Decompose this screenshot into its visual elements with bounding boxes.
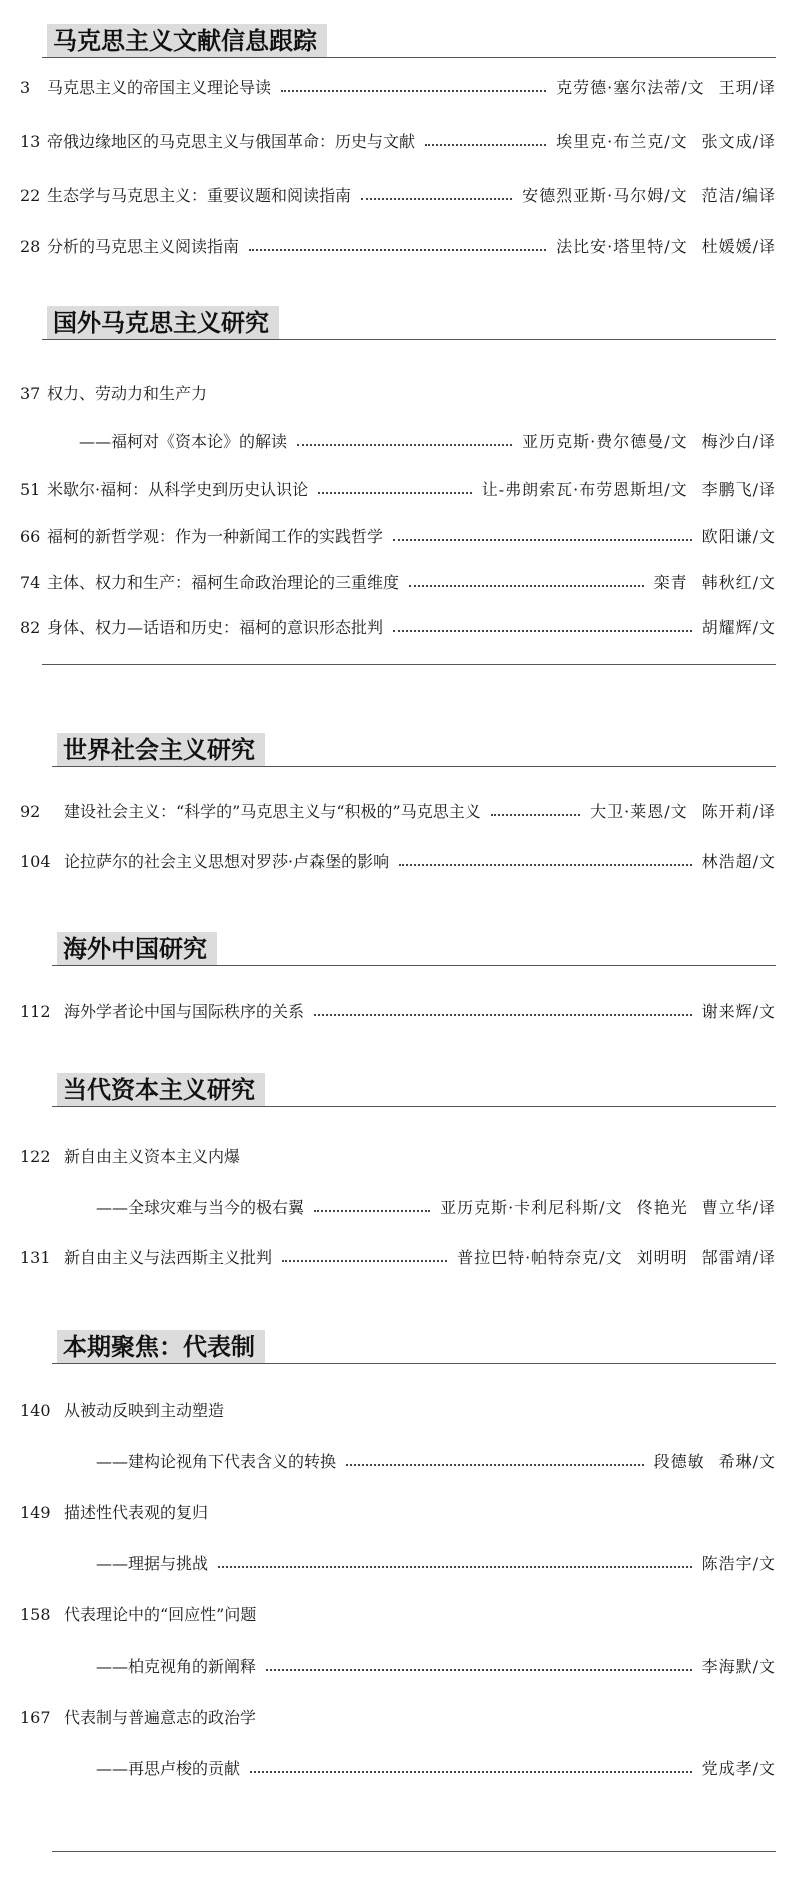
entry-authors bbox=[654, 1447, 776, 1477]
section-3 bbox=[0, 731, 800, 771]
toc-subtitle-entry[interactable] bbox=[0, 1652, 800, 1682]
toc-entry[interactable] bbox=[0, 568, 800, 598]
section-6 bbox=[0, 1328, 800, 1368]
entry-title: ——理据与挑战 bbox=[96, 1554, 209, 1573]
leader-dots bbox=[314, 1210, 430, 1212]
leader-dots bbox=[399, 864, 692, 866]
entry-title: 建设社会主义：“科学的”马克思主义与“积极的”马克思主义 bbox=[64, 802, 481, 821]
page-number: 131 bbox=[20, 1248, 51, 1267]
author-credit: 党成孝/文 bbox=[701, 1759, 776, 1778]
author-credit: 韩秋红/文 bbox=[701, 573, 776, 592]
author-credit: 李海默/文 bbox=[701, 1657, 776, 1676]
entry-title: 分析的马克思主义阅读指南 bbox=[47, 237, 240, 256]
entry-authors bbox=[556, 73, 776, 103]
section-title: 国外马克思主义研究 bbox=[47, 306, 279, 340]
section-2 bbox=[0, 304, 800, 344]
toc-entry[interactable] bbox=[0, 1600, 800, 1630]
entry-authors bbox=[702, 522, 776, 552]
author-credit: 梅沙白/译 bbox=[701, 432, 776, 451]
entry-authors bbox=[522, 181, 776, 211]
toc-entry[interactable] bbox=[0, 997, 800, 1027]
section-rule bbox=[42, 57, 776, 58]
entry-title: 帝俄边缘地区的马克思主义与俄国革命：历史与文献 bbox=[47, 132, 416, 151]
entry-authors bbox=[702, 1549, 776, 1579]
page-number: 149 bbox=[20, 1503, 51, 1522]
author-credit: 克劳德·塞尔法蒂/文 bbox=[556, 78, 705, 97]
author-credit: 陈浩宇/文 bbox=[701, 1554, 776, 1573]
entry-title: 主体、权力和生产：福柯生命政治理论的三重维度 bbox=[47, 573, 400, 592]
page-number: 104 bbox=[20, 852, 51, 871]
page-number: 122 bbox=[20, 1147, 51, 1166]
entry-authors bbox=[440, 1193, 776, 1223]
entry-authors bbox=[556, 127, 776, 157]
page-number: 112 bbox=[20, 1002, 51, 1021]
leader-dots bbox=[314, 1014, 692, 1016]
entry-title: 新自由主义与法西斯主义批判 bbox=[64, 1248, 273, 1267]
section-header bbox=[0, 1071, 800, 1111]
leader-dots bbox=[250, 1771, 692, 1773]
author-credit: 让-弗朗索瓦·布劳恩斯坦/文 bbox=[481, 480, 688, 499]
page-number: 82 bbox=[20, 618, 41, 637]
entry-authors bbox=[556, 232, 776, 262]
leader-dots bbox=[297, 444, 512, 446]
entry-authors bbox=[702, 997, 776, 1027]
author-credit: 林浩超/文 bbox=[701, 852, 776, 871]
toc-entry[interactable] bbox=[0, 613, 800, 643]
leader-dots bbox=[249, 249, 546, 251]
entry-authors bbox=[590, 797, 776, 827]
toc-entry[interactable] bbox=[0, 1396, 800, 1426]
toc-entry[interactable] bbox=[0, 847, 800, 877]
entry-title: 论拉萨尔的社会主义思想对罗莎·卢森堡的影响 bbox=[64, 852, 390, 871]
author-credit: 杜媛媛/译 bbox=[701, 237, 776, 256]
divider-rule bbox=[52, 1851, 776, 1852]
entry-authors bbox=[457, 1243, 776, 1273]
entry-title: ——全球灾难与当今的极右翼 bbox=[96, 1198, 305, 1217]
leader-dots bbox=[409, 585, 644, 587]
page-number: 3 bbox=[20, 78, 31, 97]
entry-authors bbox=[702, 1652, 776, 1682]
toc-entry[interactable] bbox=[0, 73, 800, 103]
toc-entry[interactable] bbox=[0, 1703, 800, 1733]
author-credit: 大卫·莱恩/文 bbox=[590, 802, 688, 821]
page-number: 13 bbox=[20, 132, 41, 151]
author-credit: 曹立华/译 bbox=[701, 1198, 776, 1217]
section-header bbox=[0, 22, 800, 62]
toc-entry[interactable] bbox=[0, 127, 800, 157]
author-credit: 亚历克斯·卡利尼科斯/文 bbox=[440, 1198, 623, 1217]
page-number: 28 bbox=[20, 237, 41, 256]
leader-dots bbox=[282, 1260, 447, 1262]
entry-title: 新自由主义资本主义内爆 bbox=[64, 1147, 241, 1166]
section-title: 世界社会主义研究 bbox=[57, 733, 265, 767]
section-header bbox=[0, 1328, 800, 1368]
toc-entry[interactable] bbox=[0, 797, 800, 827]
section-rule bbox=[52, 766, 776, 767]
entry-authors bbox=[482, 475, 776, 505]
section-4 bbox=[0, 930, 800, 970]
toc-subtitle-entry[interactable] bbox=[0, 427, 800, 457]
toc-subtitle-entry[interactable] bbox=[0, 1447, 800, 1477]
entry-title: ——柏克视角的新阐释 bbox=[96, 1657, 257, 1676]
author-credit: 郜雷靖/译 bbox=[701, 1248, 776, 1267]
toc-subtitle-entry[interactable] bbox=[0, 1549, 800, 1579]
author-credit: 张文成/译 bbox=[701, 132, 776, 151]
entry-title: 身体、权力—话语和历史：福柯的意识形态批判 bbox=[47, 618, 384, 637]
section-title: 当代资本主义研究 bbox=[57, 1073, 265, 1107]
leader-dots bbox=[361, 198, 512, 200]
page-number: 66 bbox=[20, 527, 41, 546]
page-number: 74 bbox=[20, 573, 41, 592]
section-title: 海外中国研究 bbox=[57, 932, 217, 966]
section-rule bbox=[52, 1363, 776, 1364]
leader-dots bbox=[346, 1464, 644, 1466]
entry-authors bbox=[702, 613, 776, 643]
toc-entry[interactable] bbox=[0, 475, 800, 505]
entry-title: 权力、劳动力和生产力 bbox=[47, 384, 208, 403]
leader-dots bbox=[318, 492, 472, 494]
leader-dots bbox=[393, 539, 692, 541]
divider-rule bbox=[42, 664, 776, 665]
section-title: 本期聚焦：代表制 bbox=[57, 1330, 265, 1364]
author-credit: 法比安·塔里特/文 bbox=[556, 237, 688, 256]
section-rule bbox=[42, 339, 776, 340]
leader-dots bbox=[266, 1669, 692, 1671]
author-credit: 埃里克·布兰克/文 bbox=[556, 132, 688, 151]
section-rule bbox=[52, 1106, 776, 1107]
leader-dots bbox=[281, 90, 546, 92]
entry-title: ——福柯对《资本论》的解读 bbox=[79, 432, 288, 451]
entry-title: 生态学与马克思主义：重要议题和阅读指南 bbox=[47, 186, 352, 205]
author-credit: 欧阳谦/文 bbox=[701, 527, 776, 546]
author-credit: 希琳/文 bbox=[718, 1452, 776, 1471]
author-credit: 普拉巴特·帕特奈克/文 bbox=[457, 1248, 623, 1267]
toc-entry[interactable] bbox=[0, 232, 800, 262]
leader-dots bbox=[425, 144, 546, 146]
author-credit: 王玥/译 bbox=[718, 78, 776, 97]
entry-title: 福柯的新哲学观：作为一种新闻工作的实践哲学 bbox=[47, 527, 384, 546]
entry-title: ——建构论视角下代表含义的转换 bbox=[96, 1452, 337, 1471]
toc-subtitle-entry[interactable] bbox=[0, 1754, 800, 1784]
toc-entry[interactable] bbox=[0, 1243, 800, 1273]
page-number: 167 bbox=[20, 1708, 51, 1727]
leader-dots bbox=[491, 814, 580, 816]
section-header bbox=[0, 731, 800, 771]
entry-title: 从被动反映到主动塑造 bbox=[64, 1401, 225, 1420]
entry-title: 马克思主义的帝国主义理论导读 bbox=[47, 78, 272, 97]
author-credit: 范洁/编译 bbox=[701, 186, 776, 205]
section-5 bbox=[0, 1071, 800, 1111]
entry-title: 米歇尔·福柯：从科学史到历史认识论 bbox=[47, 480, 309, 499]
page-number: 22 bbox=[20, 186, 41, 205]
author-credit: 谢来辉/文 bbox=[701, 1002, 776, 1021]
toc-entry[interactable] bbox=[0, 1498, 800, 1528]
toc-subtitle-entry[interactable] bbox=[0, 1193, 800, 1223]
section-title: 马克思主义文献信息跟踪 bbox=[47, 24, 327, 58]
author-credit: 段德敏 bbox=[653, 1452, 705, 1471]
entry-authors bbox=[654, 568, 776, 598]
page-number: 158 bbox=[20, 1605, 51, 1624]
author-credit: 陈开莉/译 bbox=[701, 802, 776, 821]
entry-title: 代表理论中的“回应性”问题 bbox=[64, 1605, 257, 1624]
author-credit: 佟艳光 bbox=[636, 1198, 688, 1217]
author-credit: 栾青 bbox=[653, 573, 688, 592]
section-1 bbox=[0, 22, 800, 62]
author-credit: 安德烈亚斯·马尔姆/文 bbox=[522, 186, 688, 205]
entry-authors bbox=[522, 427, 776, 457]
entry-authors bbox=[702, 847, 776, 877]
page-number: 92 bbox=[20, 802, 41, 821]
leader-dots bbox=[218, 1566, 692, 1568]
leader-dots bbox=[393, 630, 692, 632]
toc-entry[interactable] bbox=[0, 522, 800, 552]
author-credit: 胡耀辉/文 bbox=[701, 618, 776, 637]
page-number: 37 bbox=[20, 384, 41, 403]
section-rule bbox=[52, 965, 776, 966]
entry-authors bbox=[702, 1754, 776, 1784]
entry-title: 代表制与普遍意志的政治学 bbox=[64, 1708, 257, 1727]
author-credit: 李鹏飞/译 bbox=[701, 480, 776, 499]
section-header bbox=[0, 930, 800, 970]
author-credit: 亚历克斯·费尔德曼/文 bbox=[522, 432, 688, 451]
entry-title: 海外学者论中国与国际秩序的关系 bbox=[64, 1002, 305, 1021]
author-credit: 刘明明 bbox=[636, 1248, 688, 1267]
page-number: 51 bbox=[20, 480, 41, 499]
section-header bbox=[0, 304, 800, 344]
entry-title: ——再思卢梭的贡献 bbox=[96, 1759, 241, 1778]
page-number: 140 bbox=[20, 1401, 51, 1420]
entry-title: 描述性代表观的复归 bbox=[64, 1503, 209, 1522]
toc-entry[interactable] bbox=[0, 181, 800, 211]
toc-entry[interactable] bbox=[0, 379, 800, 409]
toc-entry[interactable] bbox=[0, 1142, 800, 1172]
